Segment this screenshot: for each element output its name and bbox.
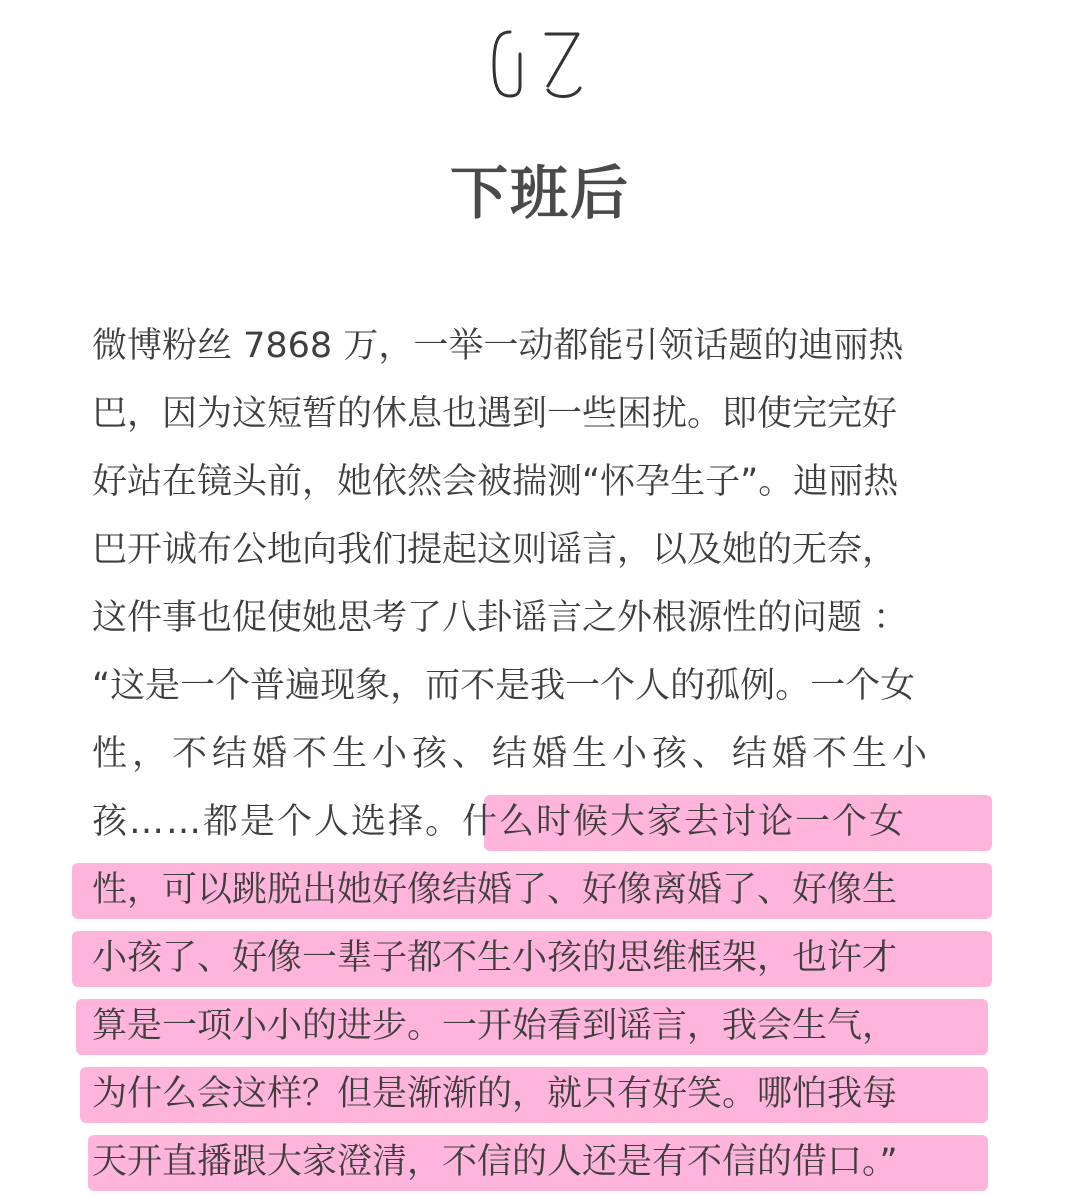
article-line-5: 这件事也促使她思考了八卦谣言之外根源性的问题 ：: [92, 598, 909, 638]
chapter-title: 下班后: [449, 159, 630, 227]
article-line-9: 性，可以跳脱出她好像结婚了、好像离婚了、好像生: [92, 856, 992, 924]
article-line-13: 天开直播跟大家澄清，不信的人还是有不信的借口。”: [92, 1128, 992, 1196]
article-line-7: 性，不结婚不生小孩、结婚生小孩、结婚不生小: [92, 734, 933, 774]
article-line-12: 为什么会这样？但是渐渐的，就只有好笑。哪怕我每: [92, 1060, 992, 1128]
article-line-3: 好站在镜头前，她依然会被揣测“怀孕生子”。迪丽热: [92, 462, 899, 502]
article-body: [92, 312, 992, 1196]
article-line-11: 算是一项小小的进步。一开始看到谣言，我会生气，: [92, 992, 992, 1060]
article-line-10: 小孩了、好像一辈子都不生小孩的思维框架，也许才: [92, 924, 992, 992]
article-line-4: 巴开诚布公地向我们提起这则谣言，以及她的无奈，: [92, 530, 898, 570]
article-line-2: 巴，因为这短暂的休息也遇到一些困扰。即使完完好: [92, 394, 898, 434]
stylized-02-icon: [490, 24, 586, 102]
article-line-6: “这是一个普遍现象，而不是我一个人的孤例。一个女: [92, 666, 916, 706]
article-line-8: 孩……都是个人选择。什么时候大家去讨论一个女: [92, 788, 992, 856]
article-line-1: 微博粉丝 7868 万，一举一动都能引领话题的迪丽热: [92, 326, 904, 366]
